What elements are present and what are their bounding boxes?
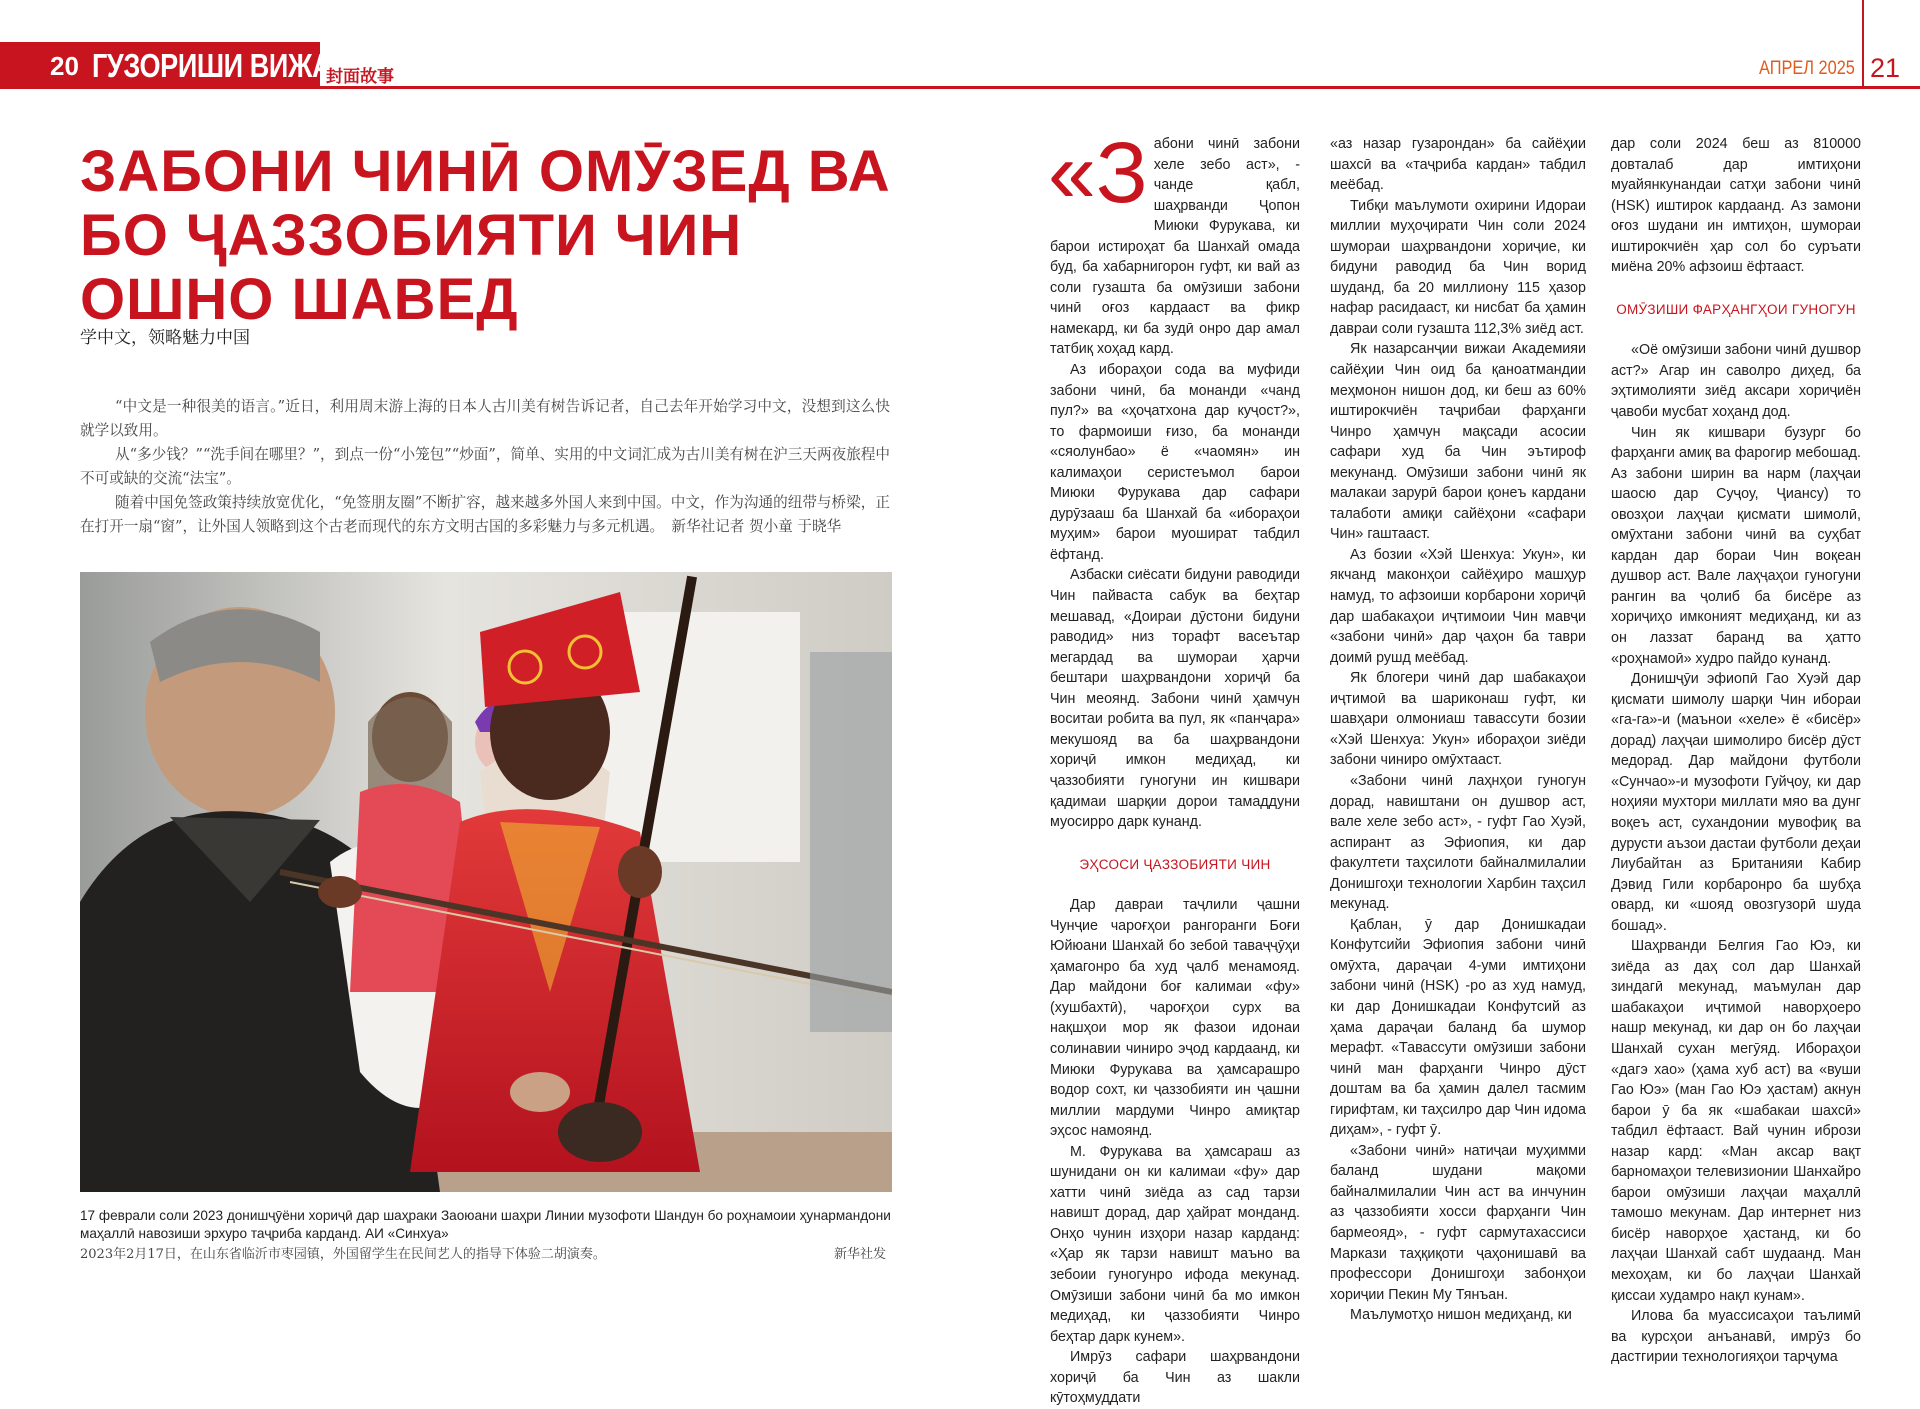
intro-paragraph: “中文是一种很美的语言。”近日，利用周末游上海的日本人古川美有树告诉记者，自己去年开始学习中文，没想到这么快就学以致用。 bbox=[80, 398, 890, 439]
body-paragraph: Имрӯз сафари шаҳрвандони хориҷӣ ба Чин аз шакли кӯтоҳмуддати bbox=[1050, 1349, 1300, 1407]
body-paragraph: Чин як кишвари бузург бо фарҳанги амиқ ва фарогир мебошад. Аз забони ширин ва нарм (лаҳҷаи шаосю дар Суҷоу, Ҷиансу) то овозҳои лаҳҷаи қисмати шимолӣ, омӯхтани забони чинӣ ва суҳбат кардан дар бораи Чин воқеан душвор аст. Вале лаҳҷаҳои гуногуни рангин ва ҷолиб ба бисёре аз хориҷиҳо имконият медиҳанд, ки аз он лаззат баранд ва ҳатто «роҳнамоӣ» худро пайдо кунанд. bbox=[1611, 424, 1861, 667]
body-paragraph: Тибқи маълумоти охирини Идораи миллии муҳоҷирати Чин соли 2024 шумораи шаҳрвандони хориҷие, ки бидуни раводид ба Чин ворид шуданд, ба 20 миллиону 115 ҳазор нафар расидааст, ки нисбат ба ҳамин давраи соли гузашта 112,3% зиёд аст. bbox=[1330, 197, 1586, 337]
body-paragraph: абони чинӣ забони хеле зебо аст», - чанде қабл, шаҳрванди Ҷопон Миюки Фурукава, ки барои истироҳат ба Шанхай омада буд, ба хабарнигорон гуфт, ки вай аз соли гузашта ба омӯзиши забони чинӣ оғоз кардааст ва фикр намекард, ки ба зудӣ онро дар амал татбиқ хоҳад кард. bbox=[1050, 136, 1300, 358]
erhu-performance-illustration bbox=[80, 572, 892, 1192]
body-paragraph: Донишҷӯи эфиопӣ Гао Хуэй дар қисмати шимолу шарқи Чин ибораи «га-га»-и (маънои «хеле» ё «бисёр» дорад) лаҳҷаи шимолиро бисёр дӯст медорад. Дар майдони футболи «Сунчао»-и музофоти Гуйҷоу, ки дар ноҳияи мухтори миллати мяо ва дунг воқеъ аст, сухандонии мувофиқ ва дурусти аъзои дастаи футболи деҳаи Лиубайтан аз Британияи Кабир Дэвид Гили корбаронро ба шубҳа овард, ки «шояд овозгузорӣ шуда бошад». bbox=[1611, 671, 1861, 934]
body-paragraph: Як назарсанҷии вижаи Академияи сайёҳии Чин оид ба қаноатмандии меҳмонон нишон дод, ки беш аз 60% иштирокчиён таҷрибаи фарҳанги Чинро ҳамчун мақсади асосии сафари худ ба Чин эътироф мекунанд. Омӯзиши забони чинӣ як малакаи зарурӣ барои қонеъ кардани талаботи амиқи сайёҳони «сафари Чин» гаштааст. bbox=[1330, 341, 1586, 543]
photo-caption-cn-text: 2023年2月17日，在山东省临沂市枣园镇，外国留学生在民间艺人的指导下体验二胡演奏。 bbox=[80, 1247, 606, 1262]
body-paragraph: Як блогери чинӣ дар шабакаҳои иҷтимоӣ ва шариконаш гуфт, ки шавҳари олмониаш тавассути бозии «Хэй Шенхуа: Укун» ибораҳои зиёди забони чиниро омӯхтааст. bbox=[1330, 670, 1586, 769]
left-page-number: 20 bbox=[50, 51, 79, 81]
body-paragraph: Илова ба муассисаҳои таълимӣ ва курсҳои анъанавӣ, имрӯз бо дастгирии технологияҳои тарҷума bbox=[1611, 1308, 1861, 1366]
section-title: ГУЗОРИШИ ВИЖА bbox=[92, 47, 332, 84]
intro-paragraph: 随着中国免签政策持续放宽优化，“免签朋友圈”不断扩容，越来越多外国人来到中国。中文，作为沟通的纽带与桥梁，正在打开一扇“窗”，让外国人领略到这个古老而现代的东方文明古国的多彩魅力与多元机遇。 新华社记者 贺小童 于晓华 bbox=[80, 494, 890, 535]
body-column-3 bbox=[1611, 134, 1861, 1368]
body-paragraph: «Забони чинӣ» натиҷаи муҳимми баланд шудани мақоми байналмилалии Чин аст ва инчунин аз ҷаззобияти хосси фарҳанги Чин бармеояд», - гуфт сармутахассиси Маркази таҳқиқоти ҷаҳонишавӣ ва профессори Донишгоҳи забонҳои хориҷии Пекин Му Тянъан. bbox=[1330, 1142, 1586, 1303]
body-paragraph: Аз ибораҳои сода ва муфиди забони чинӣ, ба монанди «чанд пул?» ва «ҳоҷатхона дар куҷост?», то фармоиши ғизо, ба монанди «сяолунбао» ё «чаомян» ин калимаҳои серистеъмол барои Миюки Фурукава дар сафари дурӯзааш ба Шанхай ба «ибораҳои муҳим» барои муошират табдил ёфтанд. bbox=[1050, 362, 1300, 563]
body-paragraph: Шаҳрванди Белгия Гао Юэ, ки зиёда аз даҳ сол дар Шанхай зиндагӣ мекунад, маъмулан дар шабакаҳои иҷтимоӣ наворҳоеро нашр мекунад, ки дар он бо лаҳҷаи Шанхай сухан мегӯяд. Ибораҳои «дагэ хао» (ҳама хуб аст) ва «вуши Гао Юэ» (ман Гао Юэ ҳастам) акнун барои ӯ ба як «шабакаи шахсӣ» табдил ёфтааст. Вай чунин ибрози назар кард: «Ман аксар вақт барномаҳои телевизионии Шанхайро барои омӯзиши лаҳҷаи маҳаллӣ тамошо мекунам. Дар интернет низ бисёр наворҳое ҳастанд, ки бо лаҳҷаи Шанхай сабт шудаанд. Ман мехоҳам, ки бо лаҳҷаи Шанхай қиссаи худамро нақл кунам». bbox=[1611, 938, 1861, 1304]
body-paragraph: дар соли 2024 беш аз 810000 довталаб дар имтиҳони муайянкунандаи сатҳи забони чинӣ (HSK) иштирок кардаанд. Аз замони оғоз шудани ин имтиҳон, шумораи иштирокчиён ҳар сол бо суръати миёна 20% афзоиш ёфтааст. bbox=[1611, 136, 1861, 276]
header-rule bbox=[0, 86, 1920, 89]
section-heading: ЭҲСОСИ ҶАЗЗОБИЯТИ ЧИН bbox=[1079, 856, 1271, 872]
article-title: ЗАБОНИ ЧИНӢ ОМӮЗЕД ВА БО ҶАЗЗОБИЯТИ ЧИН ОШНО ШАВЕД bbox=[80, 139, 891, 332]
photo-caption: 17 феврали соли 2023 донишҷӯёни хориҷӣ дар шаҳраки Заоюани шаҳри Линии музофоти Шандун бо роҳнамоии ҳунармандони маҳаллӣ навозиши эрхуро таҷриба карданд. АИ «Синхуа» bbox=[80, 1208, 891, 1241]
body-paragraph: Аз бозии «Хэй Шенхуа: Укун», ки якчанд маконҳои сайёҳиро машҳур намуд, то афзоиши корбарони хориҷӣ дар шабакаҳои иҷтимоии Чин мавҷи «забони чинӣ» дар ҷаҳон ба таври доимӣ рушд меёбад. bbox=[1330, 546, 1586, 666]
article-photo bbox=[80, 572, 892, 1192]
body-column-2 bbox=[1330, 134, 1586, 1326]
body-paragraph: М. Фурукава ва ҳамсараш аз шунидани он ки калимаи «фу» дар хатти чинӣ зиёда аз сад тарзи навишт дорад, дар ҳайрат монданд. Онҳо чунин изҳори назар карданд: «Ҳар як тарзи навишт маъно ва зебоии гуногунро ифода мекунад. Омӯзиши забони чинӣ ба мо имкон медиҳад, ки ҷаззобияти Чинро беҳтар дарк кунем». bbox=[1050, 1143, 1300, 1345]
body-paragraph: Маълумотҳо нишон медиҳанд, ки bbox=[1350, 1307, 1572, 1324]
photo-credit: 新华社发 bbox=[833, 1247, 886, 1262]
intro-paragraph: 从“多少钱？”“洗手间在哪里？”，到点一份“小笼包”“炒面”，简单、实用的中文词汇成为古川美有树在沪三天两夜旅程中不可或缺的交流“法宝”。 bbox=[80, 446, 890, 487]
section-heading: ОМӮЗИШИ ФАРҲАНГҲОИ ГУНОГУН bbox=[1616, 301, 1856, 317]
section-title-cn: 封面故事 bbox=[326, 67, 394, 87]
drop-cap: «З bbox=[1048, 125, 1148, 221]
body-paragraph: Азбаски сиёсати бидуни раводиди Чин пайваста сабук ва беҳтар мешавад, «Доираи дӯстони бидуни раводид» низ торафт васеътар мегардад ва шумораи ҳарчи бештари шаҳрвандони хориҷӣ ба Чин меоянд. Забони чинӣ ҳамчун воситаи робита ва пул, як «панҷара» мекушояд ва ба шаҳрвандони хориҷӣ имкон медиҳад, ки ҷаззобияти гуногуни ин кишвари қадимаи шарқии дорои тамаддуни муосирро дарк кунанд. bbox=[1050, 567, 1300, 831]
right-page-number: 21 bbox=[1870, 53, 1901, 83]
body-paragraph: Қаблан, ӯ дар Донишкадаи Конфутсийи Эфиопия забони чинӣ омӯхта, дараҷаи 4-уми имтиҳони забони чинӣ (HSK) -ро аз худ намуд, ки дар Донишкадаи Конфутсий аз ҳама дараҷаи баланд ба шумор мерафт. «Тавассути омӯзиши забони чинӣ ман фарҳанги Чинро дӯст доштам ва ба ҳамин далел тасмим гирифтам, ки таҳсилро дар Чин идома диҳам», - гуфт ӯ. bbox=[1330, 916, 1586, 1139]
body-paragraph: Дар давраи таҷлили ҷашни Чунҷие чароғҳои рангоранги Боғи Юйюани Шанхай бо зебоӣ таваҷҷӯҳи ҳамагонро ба худ ҷалб менамояд. Дар майдони боғ калимаи «фу» (хушбахтӣ), чароғҳои сурх ва нақшҳои мор як фазои идонаи солинавии чиниро эҷод кардаанд, ки Миюки Фурукава ва ҳамсарашро водор сохт, ки ҷаззобияти ин ҷашни миллии мардуми Чинро амиқтар эҳсос намоянд. bbox=[1050, 897, 1300, 1140]
body-column-1 bbox=[1048, 125, 1300, 1409]
body-paragraph: «Оё омӯзиши забони чинӣ душвор аст?» Агар ин саволро диҳед, ба эҳтимолияти зиёд аксари хориҷиён ҷавоби мусбат хоҳанд дод. bbox=[1611, 342, 1861, 421]
page-divider-line bbox=[1862, 0, 1864, 88]
photo-caption-cn bbox=[80, 1243, 892, 1262]
issue-date: АПРЕЛ 2025 bbox=[1759, 58, 1855, 79]
body-paragraph: «аз назар гузарондан» ба сайёҳии шахсӣ ва «таҷриба кардан» табдил меёбад. bbox=[1330, 136, 1586, 194]
intro-cn bbox=[80, 395, 890, 539]
article-subtitle-cn: 学中文，领略魅力中国 bbox=[80, 328, 250, 348]
body-paragraph: «Забони чинӣ лаҳнҳои гуногун дорад, навиштани он душвор аст, вале хеле зебо аст», - гуфт Гао Хуэй, аспирант аз Эфиопия, ки дар факултети таҳсилоти байналмилалии Донишгоҳи технологии Харбин таҳсил мекунад. bbox=[1330, 772, 1586, 913]
